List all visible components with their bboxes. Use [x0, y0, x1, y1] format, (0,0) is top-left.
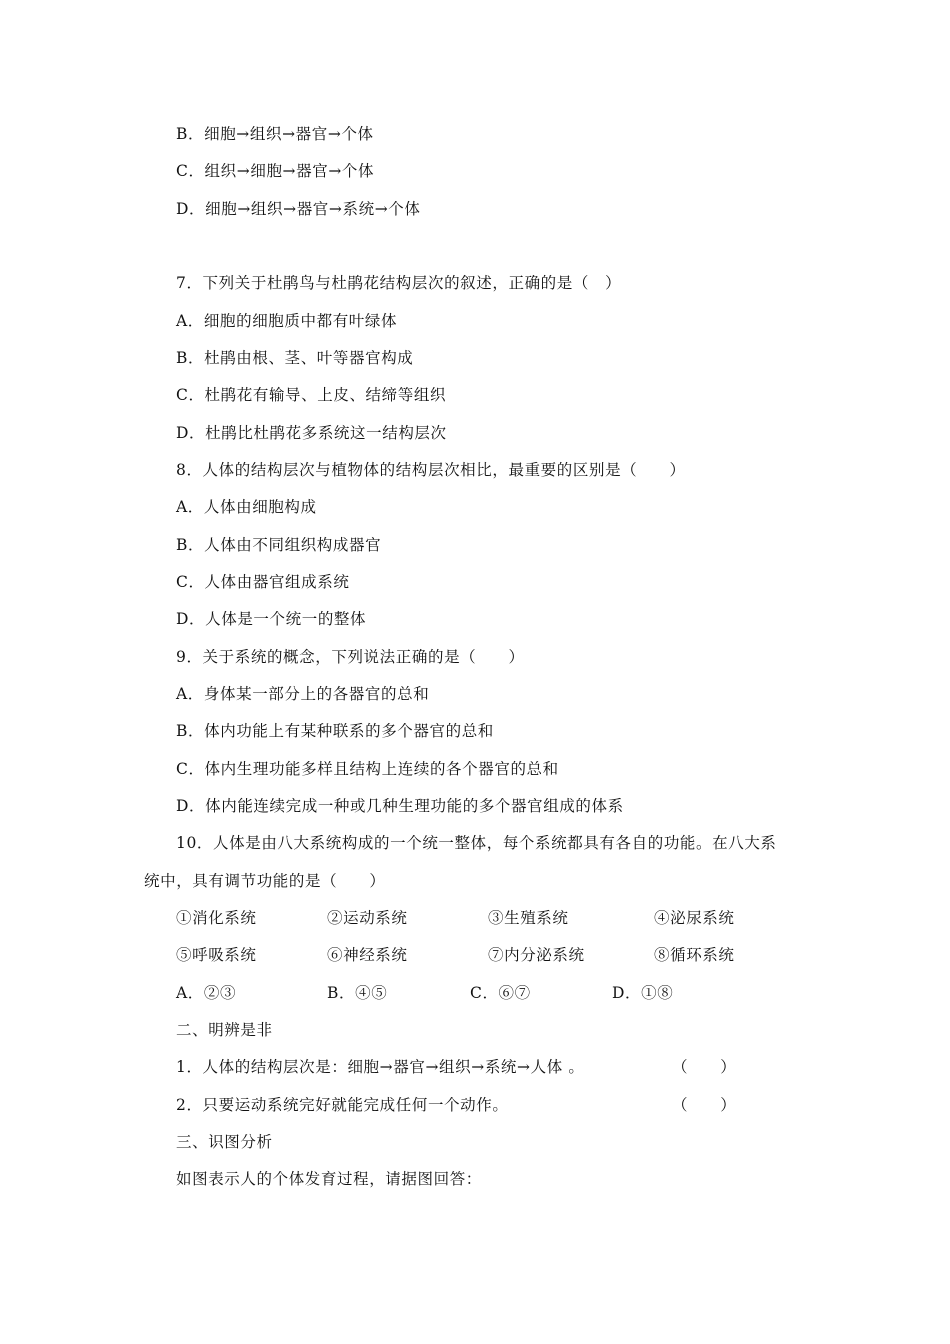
q6-option-b: B．细胞→组织→器官→个体 — [176, 125, 374, 143]
section-3-title: 三、识图分析 — [176, 1133, 273, 1151]
system-item: ③生殖系统 — [488, 909, 569, 927]
question-10-stem-line2: 统中，具有调节功能的是（ ） — [144, 872, 386, 890]
true-false-item-1 — [0, 1057, 950, 1077]
system-item: ⑤呼吸系统 — [176, 946, 257, 964]
question-9-option-a: A．身体某一部分上的各器官的总和 — [176, 685, 430, 703]
answer-blank[interactable]: （ ） — [672, 1058, 737, 1076]
section-2-title: 二、明辨是非 — [176, 1021, 273, 1039]
question-8-option-a: A．人体由细胞构成 — [176, 498, 317, 516]
system-item: ①消化系统 — [176, 909, 257, 927]
question-7-option-d: D．杜鹃比杜鹃花多系统这一结构层次 — [176, 424, 447, 442]
q6-option-c: C．组织→细胞→器官→个体 — [176, 162, 375, 180]
question-10-option-a: A．②③ — [176, 984, 237, 1002]
system-item: ②运动系统 — [327, 909, 408, 927]
system-item: ⑦内分泌系统 — [488, 946, 585, 964]
question-10-option-c: C．⑥⑦ — [470, 984, 531, 1002]
system-item: ⑧循环系统 — [654, 946, 735, 964]
question-10-systems-row2 — [0, 945, 950, 965]
question-7-option-b: B．杜鹃由根、茎、叶等器官构成 — [176, 349, 414, 367]
answer-blank[interactable]: （ ） — [672, 1096, 737, 1114]
question-8-option-c: C．人体由器官组成系统 — [176, 573, 350, 591]
question-9-option-b: B．体内功能上有某种联系的多个器官的总和 — [176, 722, 494, 740]
question-9-option-d: D．体内能连续完成一种或几种生理功能的多个器官组成的体系 — [176, 797, 624, 815]
question-9-stem: 9．关于系统的概念，下列说法正确的是（ ） — [176, 648, 525, 666]
question-7-option-c: C．杜鹃花有输导、上皮、结缔等组织 — [176, 386, 447, 404]
question-8-option-b: B．人体由不同组织构成器官 — [176, 536, 382, 554]
question-10-options — [0, 983, 950, 1003]
question-10-option-d: D．①⑧ — [612, 984, 674, 1002]
section-3-intro: 如图表示人的个体发育过程，请据图回答： — [176, 1170, 482, 1188]
system-item: ⑥神经系统 — [327, 946, 408, 964]
question-10-option-b: B．④⑤ — [327, 984, 388, 1002]
true-false-item-text: 2．只要运动系统完好就能完成任何一个动作。 — [176, 1096, 509, 1114]
question-7-option-a: A．细胞的细胞质中都有叶绿体 — [176, 312, 398, 330]
question-9-option-c: C．体内生理功能多样且结构上连续的各个器官的总和 — [176, 760, 559, 778]
question-8-option-d: D．人体是一个统一的整体 — [176, 610, 367, 628]
question-7-stem: 7．下列关于杜鹃鸟与杜鹃花结构层次的叙述，正确的是（ ） — [176, 274, 622, 292]
q6-option-d: D．细胞→组织→器官→系统→个体 — [176, 200, 421, 218]
true-false-item-2 — [0, 1095, 950, 1115]
question-10-systems-row1 — [0, 908, 950, 928]
question-10-stem-line1: 10．人体是由八大系统构成的一个统一整体，每个系统都具有各自的功能。在八大系 — [176, 834, 777, 852]
true-false-item-text: 1．人体的结构层次是：细胞→器官→组织→系统→人体 。 — [176, 1058, 585, 1076]
question-8-stem: 8．人体的结构层次与植物体的结构层次相比，最重要的区别是（ ） — [176, 461, 686, 479]
system-item: ④泌尿系统 — [654, 909, 735, 927]
